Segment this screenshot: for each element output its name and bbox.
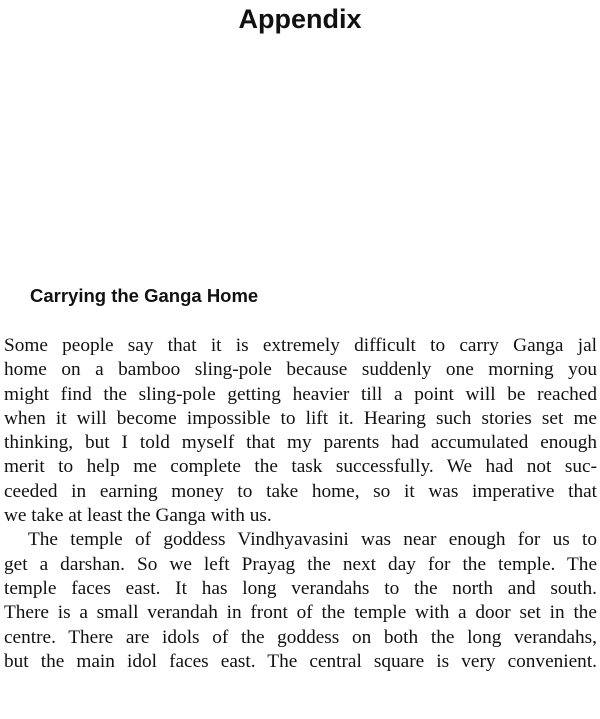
text-line: thinking, but I told myself that my parents had accumulated enough xyxy=(4,432,597,454)
text-line: The temple of goddess Vindhyavasini was near enough for us to xyxy=(28,529,597,551)
text-line: home on a bamboo sling-pole because suddenly one morning you xyxy=(4,359,597,381)
chapter-title: Appendix xyxy=(238,4,362,34)
text-line: centre. There are idols of the goddess on both the long verandahs, xyxy=(4,626,597,648)
text-line: get a darshan. So we left Prayag the next day for the temple. The xyxy=(4,553,597,575)
text-line: might find the sling-pole getting heavier till a point will be reached xyxy=(4,383,597,405)
text-line: we take at least the Ganga with us. xyxy=(4,505,272,527)
text-line: merit to help me complete the task successfully. We had not suc- xyxy=(4,456,597,478)
body-text xyxy=(4,334,597,674)
paragraph-1 xyxy=(4,334,597,528)
text-line: There is a small verandah in front of the temple with a door set in the xyxy=(4,602,597,624)
text-line: but the main idol faces east. The central square is very convenient. xyxy=(4,650,597,672)
text-line: when it will become impossible to lift it. Hearing such stories set me xyxy=(4,407,597,429)
paragraph-2 xyxy=(4,528,597,674)
text-line: Some people say that it is extremely difficult to carry Ganga jal xyxy=(4,335,597,356)
text-line: temple faces east. It has long verandahs to the north and south. xyxy=(4,577,597,599)
text-line: ceeded in earning money to take home, so it was imperative that xyxy=(4,480,597,502)
section-heading: Carrying the Ganga Home xyxy=(30,285,259,306)
